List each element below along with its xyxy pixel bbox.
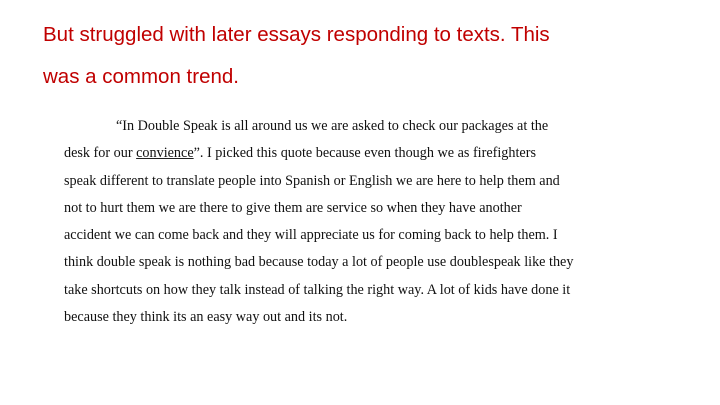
misspelled-word: convience bbox=[136, 145, 194, 162]
excerpt-line-7: take shortcuts on how they talk instead of talking the right way. A lot of kids have done it bbox=[64, 281, 571, 298]
excerpt-line-6: think double speak is nothing bad because today a lot of people use doublespeak like they bbox=[64, 254, 574, 271]
heading-line-1: But struggled with later essays responding to texts. This bbox=[43, 23, 550, 46]
excerpt-line-2 bbox=[64, 140, 654, 167]
excerpt-line-5: accident we can come back and they will appreciate us for coming back to help them. I bbox=[64, 227, 558, 244]
excerpt-line-2-start: desk for our bbox=[64, 145, 137, 162]
excerpt-line-8: because they think its an easy way out and its not. bbox=[64, 309, 348, 326]
student-essay-excerpt bbox=[64, 113, 654, 331]
excerpt-line-2-end: ”. I picked this quote because even though we as firefighters bbox=[193, 145, 536, 162]
heading-line-2: was a common trend. bbox=[43, 65, 239, 88]
slide-heading bbox=[43, 14, 703, 98]
excerpt-line-1: “In Double Speak is all around us we are asked to check our packages at the bbox=[116, 118, 549, 134]
excerpt-line-4: not to hurt them we are there to give them are service so when they have another bbox=[64, 199, 522, 216]
excerpt-line-3: speak different to translate people into Spanish or English we are here to help them and bbox=[64, 172, 560, 189]
